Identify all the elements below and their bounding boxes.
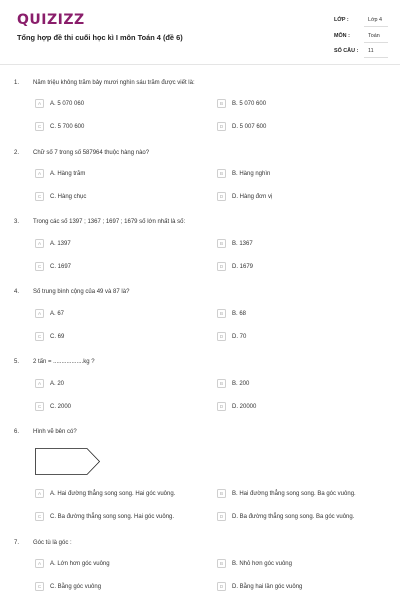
meta-label-class: LỚP : bbox=[334, 17, 349, 23]
option-letter-box: A bbox=[35, 239, 44, 248]
option-text: D. 1679 bbox=[232, 264, 254, 270]
question-text: Hình vẽ bên có? bbox=[33, 429, 77, 435]
meta-divider bbox=[364, 42, 388, 43]
option-letter-box: D bbox=[217, 402, 226, 411]
meta-value-class: Lớp 4 bbox=[368, 17, 383, 23]
question-text: Góc tù là góc : bbox=[33, 540, 72, 546]
option-text: D. 5 007 600 bbox=[232, 124, 267, 130]
option-letter-box: B bbox=[217, 169, 226, 178]
option-letter-box: B bbox=[217, 559, 226, 568]
option-text: B. 200 bbox=[232, 381, 250, 387]
meta-value-subject: Toán bbox=[368, 33, 380, 39]
option-text: B. 5 070 600 bbox=[232, 101, 267, 107]
option-letter-box: D bbox=[217, 512, 226, 521]
meta-divider bbox=[364, 26, 388, 27]
option-letter-box: A bbox=[35, 379, 44, 388]
option-text: A. Lớn hơn góc vuông bbox=[50, 561, 110, 567]
option-text: A. Hai đường thẳng song song. Hai góc vuông. bbox=[50, 491, 176, 497]
option-letter-box: B bbox=[217, 489, 226, 498]
question-text: Năm triệu không trăm bảy mươi nghìn sáu trăm được viết là: bbox=[33, 80, 195, 86]
question-number: 3. bbox=[14, 219, 20, 225]
question-text: Số trung bình cộng của 49 và 87 là? bbox=[33, 289, 130, 295]
option-letter-box: C bbox=[35, 122, 44, 131]
option-letter-box: D bbox=[217, 192, 226, 201]
option-letter-box: D bbox=[217, 332, 226, 341]
meta-label-subject: MÔN : bbox=[334, 33, 350, 39]
option-letter-box: D bbox=[217, 122, 226, 131]
option-text: D. Ba đường thẳng song song. Ba góc vuông. bbox=[232, 514, 355, 520]
option-text: B. 1367 bbox=[232, 241, 253, 247]
option-letter-box: A bbox=[35, 169, 44, 178]
option-letter-box: A bbox=[35, 489, 44, 498]
question-number: 4. bbox=[14, 289, 20, 295]
pentagon-figure bbox=[35, 448, 101, 478]
question-number: 6. bbox=[14, 429, 20, 435]
option-letter-box: C bbox=[35, 402, 44, 411]
option-text: A. 5 070 060 bbox=[50, 101, 85, 107]
question-number: 2. bbox=[14, 150, 20, 156]
option-letter-box: B bbox=[217, 239, 226, 248]
option-letter-box: B bbox=[217, 379, 226, 388]
option-letter-box: A bbox=[35, 99, 44, 108]
option-text: A. 1397 bbox=[50, 241, 71, 247]
option-text: D. 20000 bbox=[232, 404, 257, 410]
header-divider bbox=[0, 64, 400, 65]
option-letter-box: A bbox=[35, 559, 44, 568]
meta-label-count: SỐ CÂU : bbox=[334, 48, 359, 54]
option-text: C. 5 700 600 bbox=[50, 124, 85, 130]
meta-value-count: 11 bbox=[368, 48, 374, 54]
option-text: C. 2000 bbox=[50, 404, 72, 410]
option-letter-box: C bbox=[35, 192, 44, 201]
option-letter-box: D bbox=[217, 262, 226, 271]
option-text: B. Hàng nghìn bbox=[232, 171, 271, 177]
option-letter-box: D bbox=[217, 582, 226, 591]
worksheet-title: Tổng hợp đề thi cuối học kì I môn Toán 4 (đề 6) bbox=[17, 33, 183, 42]
worksheet-header bbox=[0, 0, 400, 62]
option-letter-box: C bbox=[35, 332, 44, 341]
option-letter-box: C bbox=[35, 262, 44, 271]
question-text: 2 tấn = ..................kg ? bbox=[33, 359, 95, 365]
option-text: C. Bằng góc vuông bbox=[50, 584, 102, 590]
option-letter-box: B bbox=[217, 99, 226, 108]
option-text: D. Bằng hai lần góc vuông bbox=[232, 584, 303, 590]
question-text: Trong các số 1397 ; 1367 ; 1697 ; 1679 số lớn nhất là số: bbox=[33, 219, 186, 225]
question-number: 1. bbox=[14, 80, 20, 86]
question-number: 5. bbox=[14, 359, 20, 365]
option-text: B. Nhỏ hơn góc vuông bbox=[232, 561, 292, 567]
option-text: D. Hàng đơn vị bbox=[232, 194, 273, 200]
option-text: A. 20 bbox=[50, 381, 65, 387]
option-letter-box: C bbox=[35, 582, 44, 591]
option-letter-box: C bbox=[35, 512, 44, 521]
option-text: A. Hàng trăm bbox=[50, 171, 86, 177]
option-text: C. 69 bbox=[50, 334, 65, 340]
question-text: Chữ số 7 trong số 587964 thuộc hàng nào? bbox=[33, 150, 150, 156]
option-letter-box: A bbox=[35, 309, 44, 318]
quizizz-logo: QUIZIZZ bbox=[17, 12, 85, 28]
option-text: B. 68 bbox=[232, 311, 247, 317]
option-text: B. Hai đường thẳng song song. Ba góc vuông. bbox=[232, 491, 356, 497]
option-text: D. 70 bbox=[232, 334, 247, 340]
option-text: C. 1697 bbox=[50, 264, 72, 270]
option-text: C. Ba đường thẳng song song. Hai góc vuông. bbox=[50, 514, 175, 520]
question-number: 7. bbox=[14, 540, 20, 546]
option-text: A. 67 bbox=[50, 311, 65, 317]
option-text: C. Hàng chục bbox=[50, 194, 87, 200]
option-letter-box: B bbox=[217, 309, 226, 318]
meta-divider bbox=[364, 57, 388, 58]
